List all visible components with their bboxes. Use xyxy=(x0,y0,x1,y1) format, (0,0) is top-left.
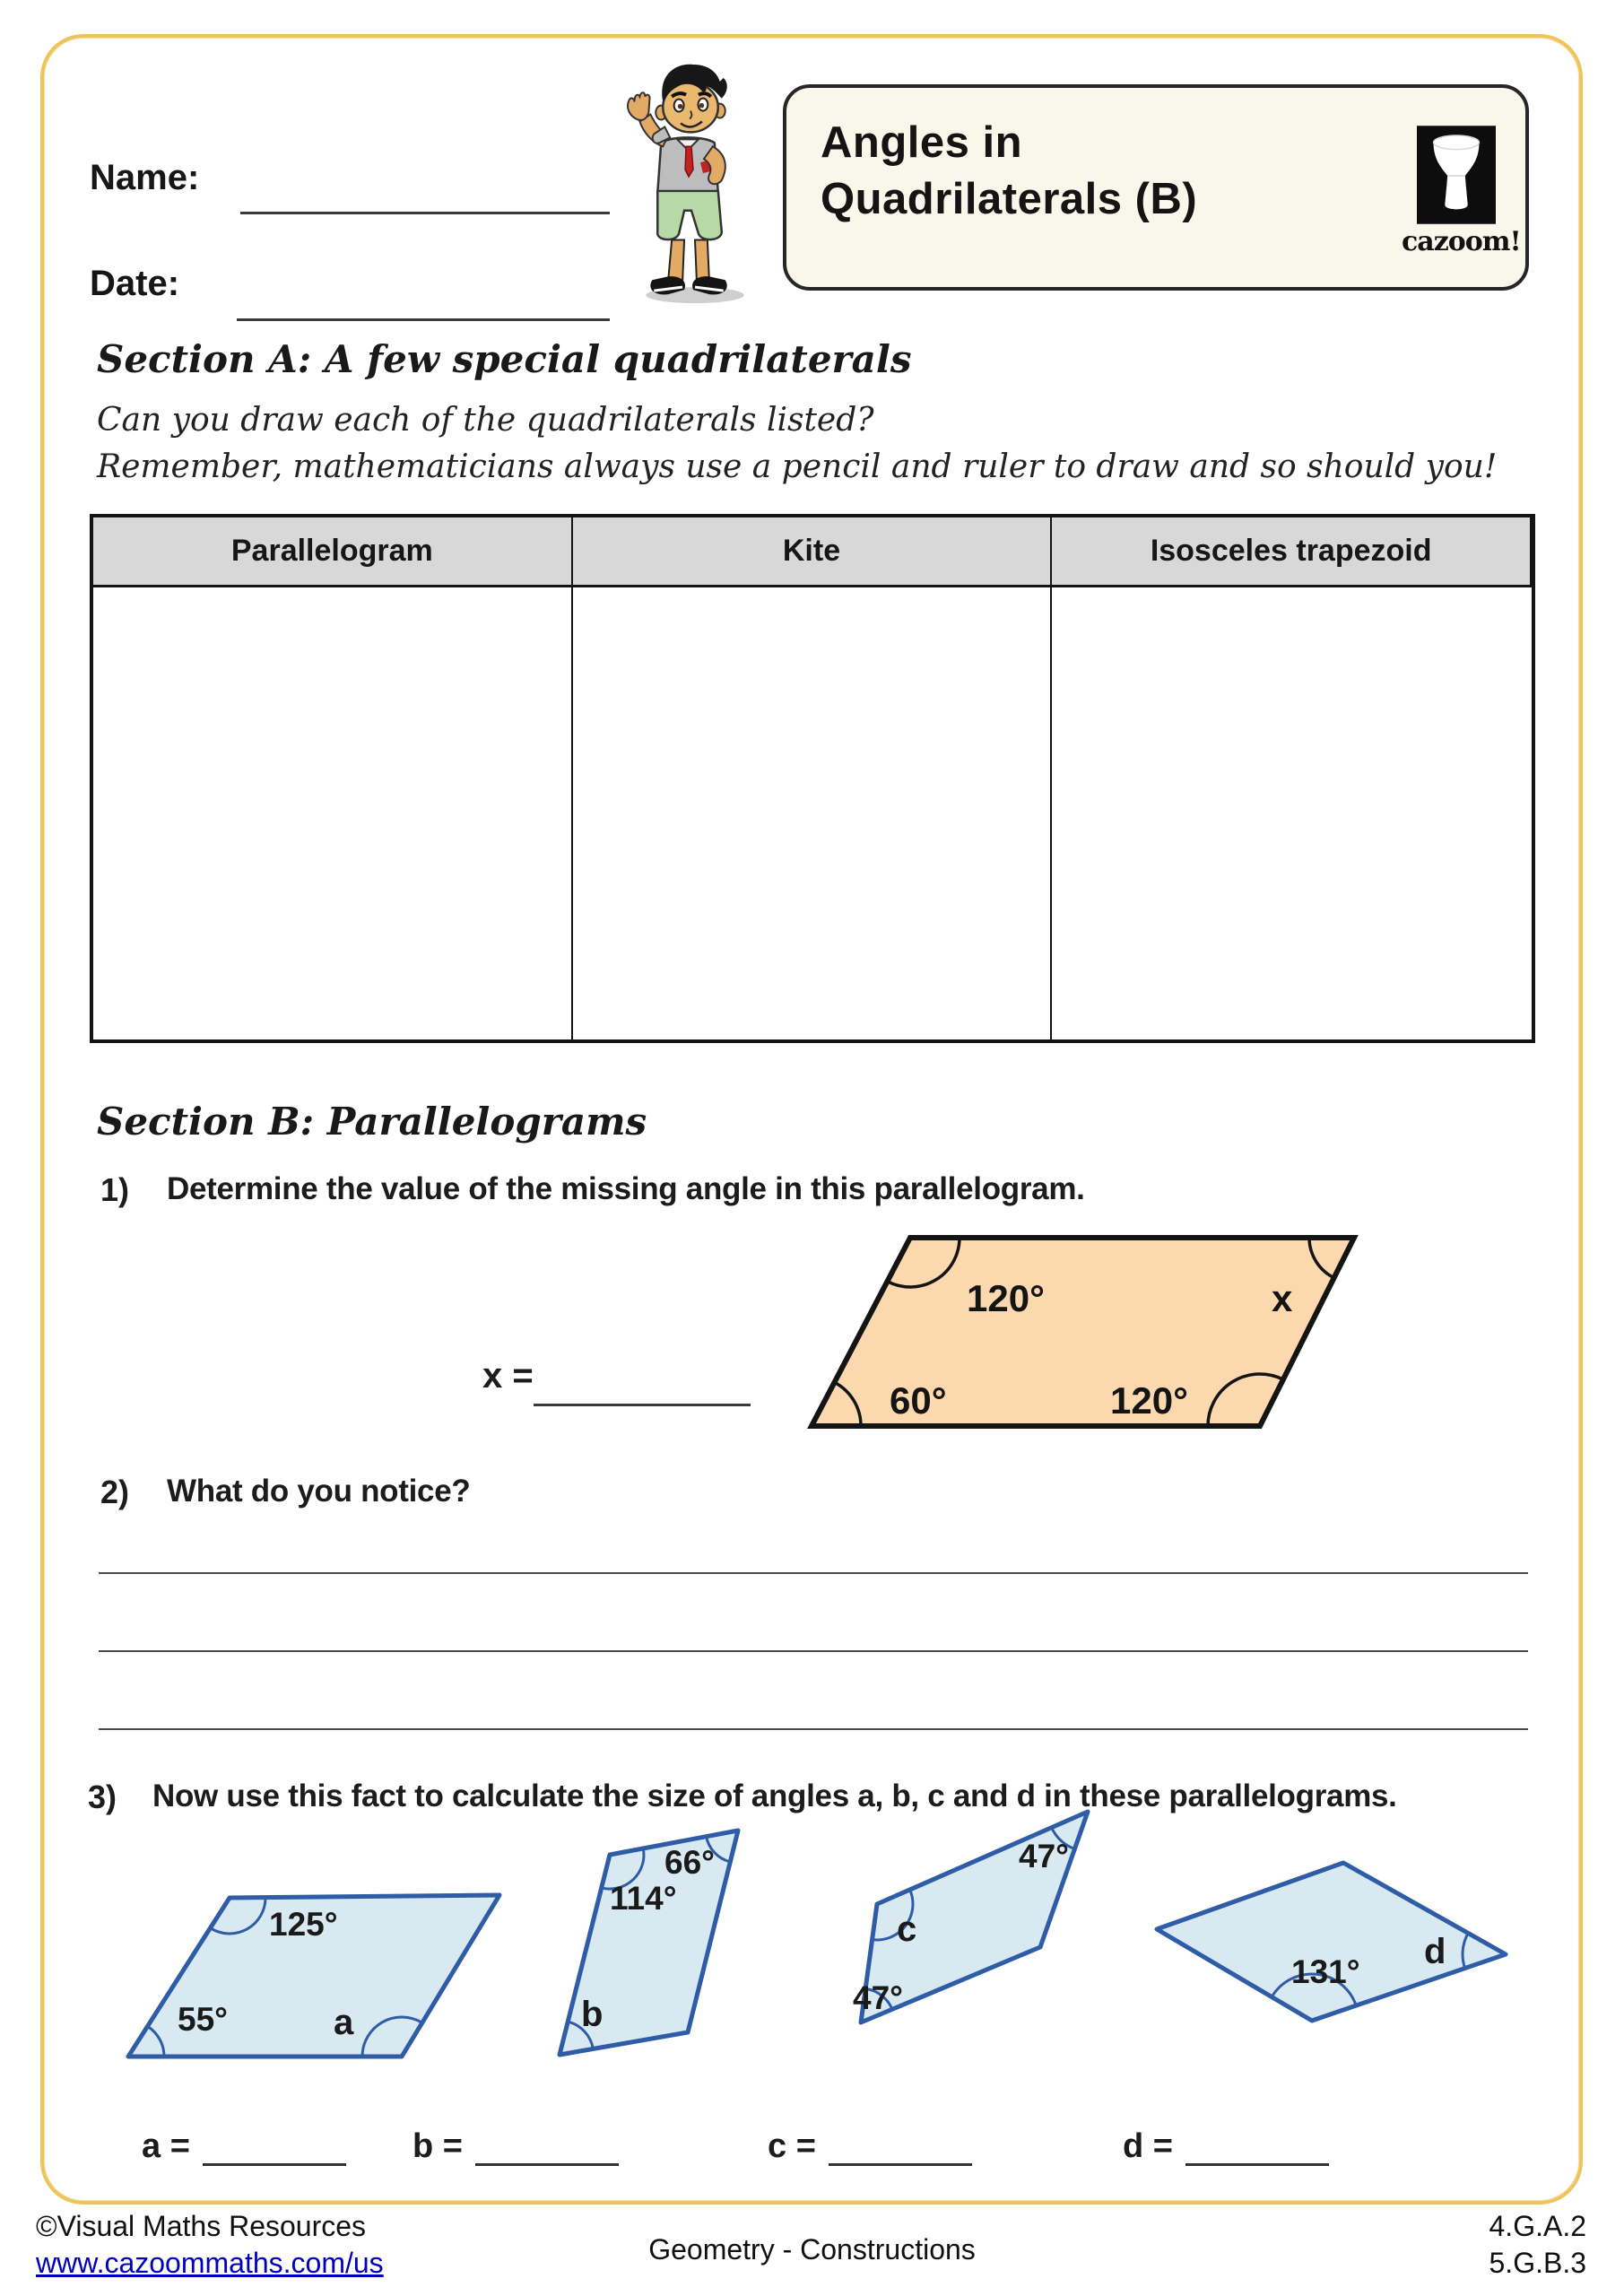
q2-answer-line-3[interactable] xyxy=(99,1728,1528,1730)
answer-b-label: b = xyxy=(413,2127,463,2165)
section-b-title: Section B: Parallelograms xyxy=(97,1100,647,1144)
q1-angle-top-left: 120° xyxy=(967,1277,1045,1319)
answer-c-label: c = xyxy=(768,2127,816,2165)
answer-d xyxy=(1123,2127,1329,2166)
q1-angle-top-right: x xyxy=(1272,1277,1293,1319)
worksheet-category: Geometry - Constructions xyxy=(648,2233,976,2266)
section-a-title: Section A: A few special quadrilaterals xyxy=(97,337,912,381)
q1-angle-bottom-left: 60° xyxy=(890,1379,947,1422)
question-3-number: 3) xyxy=(88,1779,117,1815)
question-1-text: Determine the value of the missing angle in this parallelogram. xyxy=(167,1171,1085,1206)
q3a-angle-bottom-right: a xyxy=(334,2003,354,2042)
section-a-instruction-2: Remember, mathematicians always use a pencil and ruler to draw and so should you! xyxy=(97,448,1498,485)
date-input-line[interactable] xyxy=(237,318,610,321)
copyright-text: ©Visual Maths Resources xyxy=(36,2210,367,2242)
answer-d-blank[interactable] xyxy=(1185,2135,1329,2166)
answer-c-blank[interactable] xyxy=(829,2135,972,2166)
q3b-angle-top-left: 114° xyxy=(610,1880,677,1917)
standard-code-2: 5.G.B.3 xyxy=(1489,2246,1586,2279)
table-header-kite: Kite xyxy=(573,517,1053,587)
q2-answer-line-2[interactable] xyxy=(99,1650,1528,1652)
answer-d-label: d = xyxy=(1123,2127,1173,2165)
quadrilaterals-table xyxy=(90,514,1535,1043)
drum-icon xyxy=(1417,126,1496,224)
worksheet-title xyxy=(821,115,1197,227)
footer-left xyxy=(36,2208,384,2282)
drawing-area-parallelogram[interactable] xyxy=(93,587,573,1039)
cazoom-website-link[interactable]: www.cazoommaths.com/us xyxy=(36,2246,384,2279)
boy-character-illustration xyxy=(615,57,769,307)
name-label: Name: xyxy=(90,158,200,197)
answer-a-label: a = xyxy=(142,2127,190,2165)
q1-answer-blank[interactable] xyxy=(534,1404,751,1406)
worksheet-title-line2: Quadrilaterals (B) xyxy=(821,174,1198,223)
name-input-line[interactable] xyxy=(240,212,610,214)
q3d-angle-bottom: 131° xyxy=(1291,1953,1360,1990)
question-2-text: What do you notice? xyxy=(167,1474,471,1509)
table-header-isosceles-trapezoid: Isosceles trapezoid xyxy=(1052,517,1532,587)
q1-answer-label: x = xyxy=(482,1356,534,1396)
answer-b xyxy=(413,2127,619,2166)
q3a-angle-top-left: 125° xyxy=(269,1906,338,1943)
q3b-angle-bottom-left: b xyxy=(581,1995,604,2034)
question-2-number: 2) xyxy=(100,1474,130,1510)
q3-parallelograms-diagram xyxy=(90,1794,1542,2072)
question-1-number: 1) xyxy=(100,1171,130,1208)
drawing-area-isosceles-trapezoid[interactable] xyxy=(1052,587,1532,1039)
worksheet-title-line1: Angles in xyxy=(821,118,1023,167)
footer-standards xyxy=(1489,2208,1587,2282)
q3c-angle-bottom: 47° xyxy=(853,1979,903,2016)
q3d-angle-right: d xyxy=(1424,1932,1446,1971)
q1-parallelogram-diagram xyxy=(789,1220,1381,1444)
q3c-angle-top: 47° xyxy=(1019,1838,1069,1874)
section-a-instruction-1: Can you draw each of the quadrilaterals listed? xyxy=(97,402,874,439)
answer-a-blank[interactable] xyxy=(203,2135,346,2166)
q3a-angle-bottom-left: 55° xyxy=(178,2001,228,2038)
q2-answer-line-1[interactable] xyxy=(99,1572,1528,1574)
q3c-angle-left: c xyxy=(897,1909,917,1949)
answer-c xyxy=(768,2127,972,2166)
cazoom-logo xyxy=(1402,126,1521,257)
answer-b-blank[interactable] xyxy=(475,2135,619,2166)
drawing-area-kite[interactable] xyxy=(573,587,1053,1039)
question-3-text: Now use this fact to calculate the size of angles a, b, c and d in these parallelograms. xyxy=(152,1779,1397,1813)
standard-code-1: 4.G.A.2 xyxy=(1489,2210,1586,2242)
q1-angle-bottom-right: 120° xyxy=(1110,1379,1188,1422)
title-box xyxy=(783,84,1529,291)
logo-wordmark: cazoom! xyxy=(1402,226,1521,257)
table-header-parallelogram: Parallelogram xyxy=(93,517,573,587)
answer-a xyxy=(142,2127,346,2166)
q3b-angle-top-right: 66° xyxy=(664,1844,715,1881)
date-label: Date: xyxy=(90,264,180,303)
